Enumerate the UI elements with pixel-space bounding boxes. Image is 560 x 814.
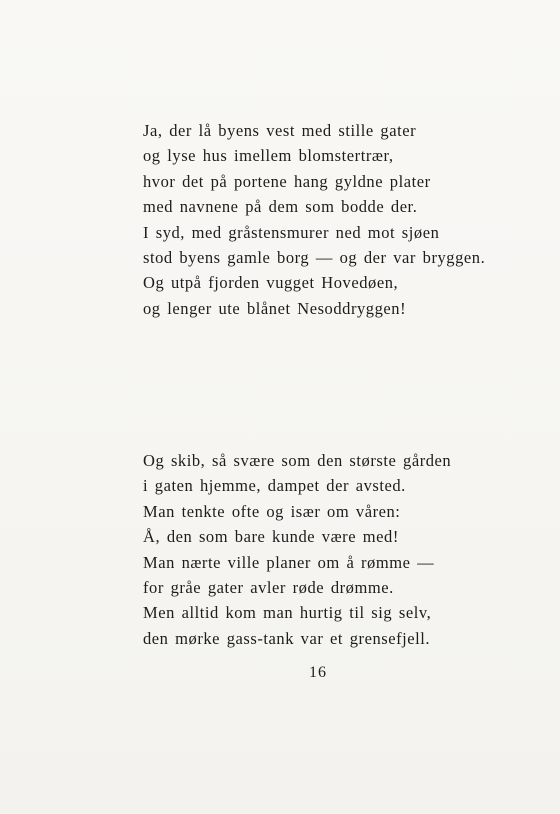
poem-line: i gaten hjemme, dampet der avsted. (143, 476, 406, 496)
poem-stanza-1 (143, 118, 485, 321)
poem-line: og lenger ute blånet Nesoddryggen! (143, 298, 407, 318)
poem-line: stod byens gamle borg — og der var bryggen. (143, 247, 486, 267)
poem-line: Man nærte ville planer om å rømme — (143, 552, 435, 572)
poem-line: I syd, med gråstensmurer ned mot sjøen (143, 222, 440, 242)
poem-line: for gråe gater avler røde drømme. (143, 577, 394, 597)
poem-line: den mørke gass-tank var et grensefjell. (143, 628, 431, 648)
poem-line: og lyse hus imellem blomstertrær, (143, 146, 394, 166)
poem-line: med navnene på dem som bodde der. (143, 197, 418, 217)
poem-line: Å, den som bare kunde være med! (143, 527, 399, 547)
poem-line: Og utpå fjorden vugget Hovedøen, (143, 273, 399, 293)
poem-stanza-2 (143, 448, 451, 651)
poem-line: hvor det på portene hang gyldne plater (143, 171, 431, 191)
poem-line: Man tenkte ofte og især om våren: (143, 501, 401, 521)
poem-line: Og skib, så svære som den største gården (143, 451, 452, 470)
poem-line: Men alltid kom man hurtig til sig selv, (143, 603, 432, 623)
page-number: 16 (309, 664, 327, 681)
poem-line: Ja, der lå byens vest med stille gater (143, 121, 417, 140)
